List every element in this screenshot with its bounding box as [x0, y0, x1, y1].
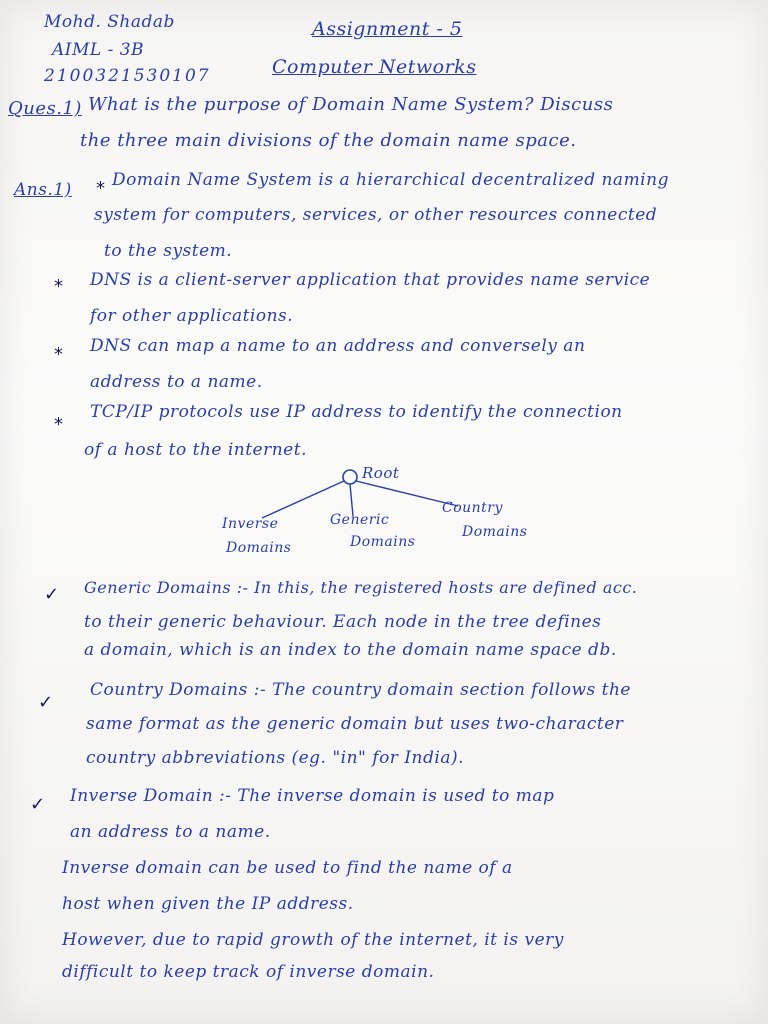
inverse-line-5: However, due to rapid growth of the internet, it is very — [62, 930, 564, 950]
student-roll: 2100321530107 — [44, 66, 211, 86]
answer-intro-line-1: Domain Name System is a hierarchical decentralized naming — [112, 170, 669, 190]
point-3-line-1: TCP/IP protocols use IP address to identify the connection — [90, 402, 623, 422]
question-line-2: the three main divisions of the domain name space. — [80, 130, 577, 151]
check-icon: ✓ — [30, 794, 46, 815]
bullet-star-icon: * — [54, 276, 63, 297]
answer-intro-bullet: * — [96, 178, 105, 199]
diagram-inverse-label-1: Inverse — [222, 516, 279, 532]
inverse-line-4: host when given the IP address. — [62, 894, 354, 914]
diagram-inverse-label-2: Domains — [226, 540, 292, 556]
country-line-2: same format as the generic domain but uses two-character — [86, 714, 624, 734]
point-1-line-1: DNS is a client-server application that provides name service — [90, 270, 651, 290]
inverse-line-6: difficult to keep track of inverse domain. — [62, 962, 435, 982]
answer-label: Ans.1) — [14, 180, 72, 200]
inverse-line-2: an address to a name. — [70, 822, 271, 842]
root-node — [343, 470, 357, 484]
question-label: Ques.1) — [8, 98, 82, 119]
student-section: AIML - 3B — [52, 40, 145, 60]
answer-intro-line-3: to the system. — [104, 241, 233, 261]
question-line-1: What is the purpose of Domain Name System? Discuss — [88, 94, 614, 115]
inverse-line-1: Inverse Domain :- The inverse domain is used to map — [70, 786, 555, 806]
diagram-country-label-2: Domains — [462, 524, 528, 540]
answer-intro-line-2: system for computers, services, or other resources connected — [94, 205, 658, 225]
country-line-1: Country Domains :- The country domain section follows the — [90, 680, 631, 700]
diagram-country-label-1: Country — [442, 500, 503, 516]
assignment-title: Assignment - 5 — [312, 18, 463, 40]
generic-line-2: to their generic behaviour. Each node in the tree defines — [84, 612, 602, 632]
country-line-3: country abbreviations (eg. "in" for India). — [86, 748, 464, 768]
check-icon: ✓ — [38, 692, 54, 713]
inverse-line-3: Inverse domain can be used to find the name of a — [62, 858, 513, 878]
check-icon: ✓ — [44, 584, 60, 605]
generic-line-1: Generic Domains :- In this, the registered hosts are defined acc. — [84, 578, 638, 597]
bullet-star-icon: * — [54, 414, 63, 435]
bullet-star-icon: * — [54, 344, 63, 365]
diagram-generic-label-2: Domains — [350, 534, 416, 550]
diagram-root-label: Root — [362, 464, 400, 482]
point-1-line-2: for other applications. — [90, 306, 294, 326]
subject-title: Computer Networks — [272, 56, 477, 78]
student-name: Mohd. Shadab — [44, 12, 175, 32]
point-3-line-2: of a host to the internet. — [84, 440, 307, 460]
point-2-line-1: DNS can map a name to an address and conversely an — [90, 336, 586, 356]
generic-line-3: a domain, which is an index to the domain name space db. — [84, 640, 617, 660]
diagram-generic-label-1: Generic — [330, 512, 390, 528]
point-2-line-2: address to a name. — [90, 372, 263, 392]
